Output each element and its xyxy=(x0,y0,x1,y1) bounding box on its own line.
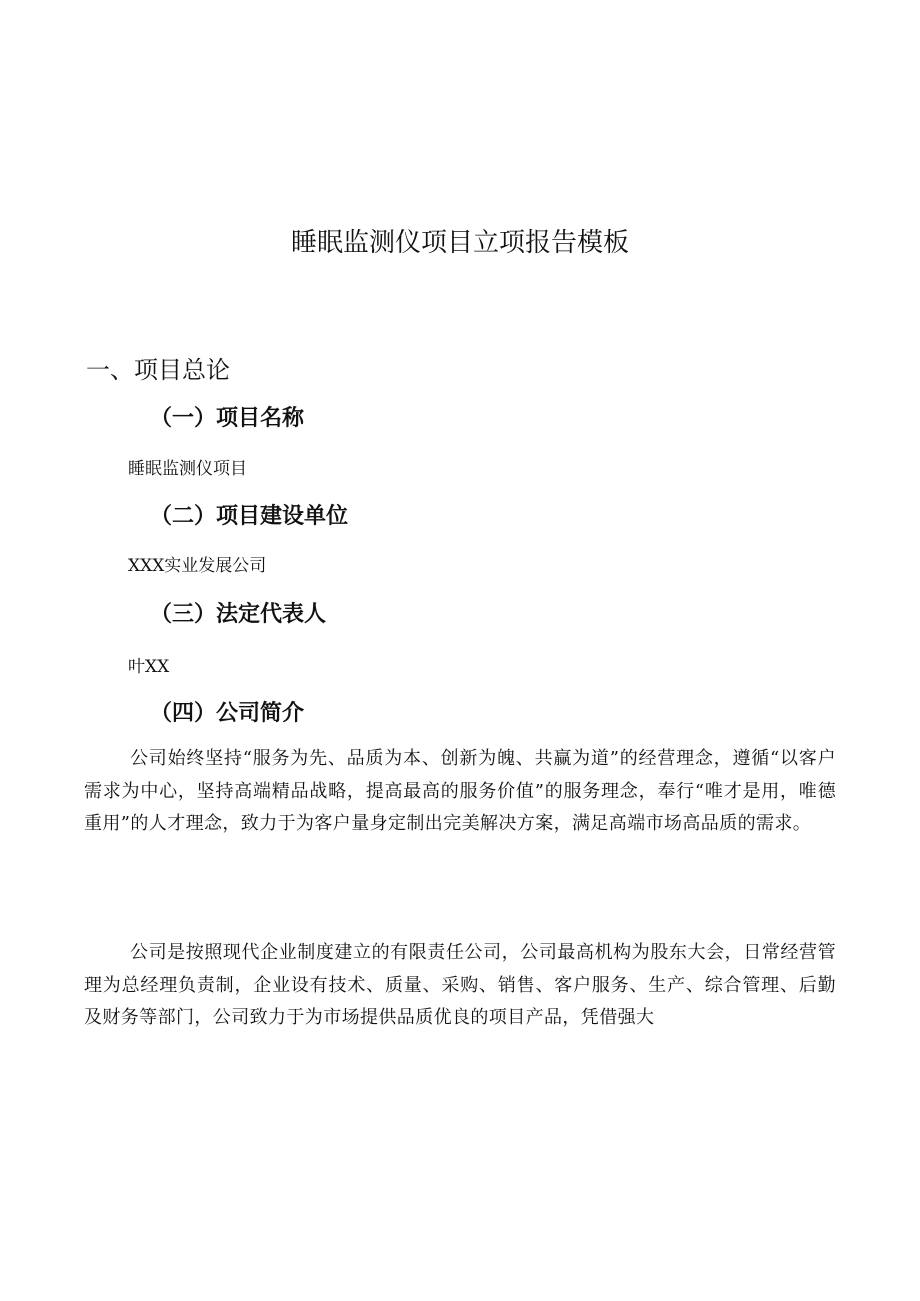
construction-unit-value: XXX实业发展公司 xyxy=(128,556,267,576)
project-name-value: 睡眠监测仪项目 xyxy=(128,459,247,479)
section-heading-overview: 一、项目总论 xyxy=(86,356,230,384)
company-profile-paragraph-1: 公司始终坚持“服务为先、品质为本、创新为魄、共赢为道”的经营理念，遵循“以客户需求为中心，坚持高端精品战略，提高最高的服务价值”的服务理念，奉行“唯才是用，唯德重用”的人才理念，致力于为客户量身定制出完美解决方案，满足高端市场高品质的需求。 xyxy=(84,748,836,834)
subsection-heading-company-profile: （四）公司简介 xyxy=(150,701,305,726)
company-profile-paragraph-2: 公司是按照现代企业制度建立的有限责任公司，公司最高机构为股东大会，日常经营管理为总经理负责制，企业设有技术、质量、采购、销售、客户服务、生产、综合管理、后勤及财务等部门，公司致力于为市场提供品质优良的项目产品，凭借强大 xyxy=(84,942,836,1028)
subsection-heading-legal-representative: （三）法定代表人 xyxy=(150,602,327,627)
subsection-heading-project-name: （一）项目名称 xyxy=(150,406,305,431)
legal-representative-value: 叶XX xyxy=(128,657,170,677)
document-title: 睡眠监测仪项目立项报告模板 xyxy=(290,228,629,258)
subsection-heading-construction-unit: （二）项目建设单位 xyxy=(150,504,349,529)
